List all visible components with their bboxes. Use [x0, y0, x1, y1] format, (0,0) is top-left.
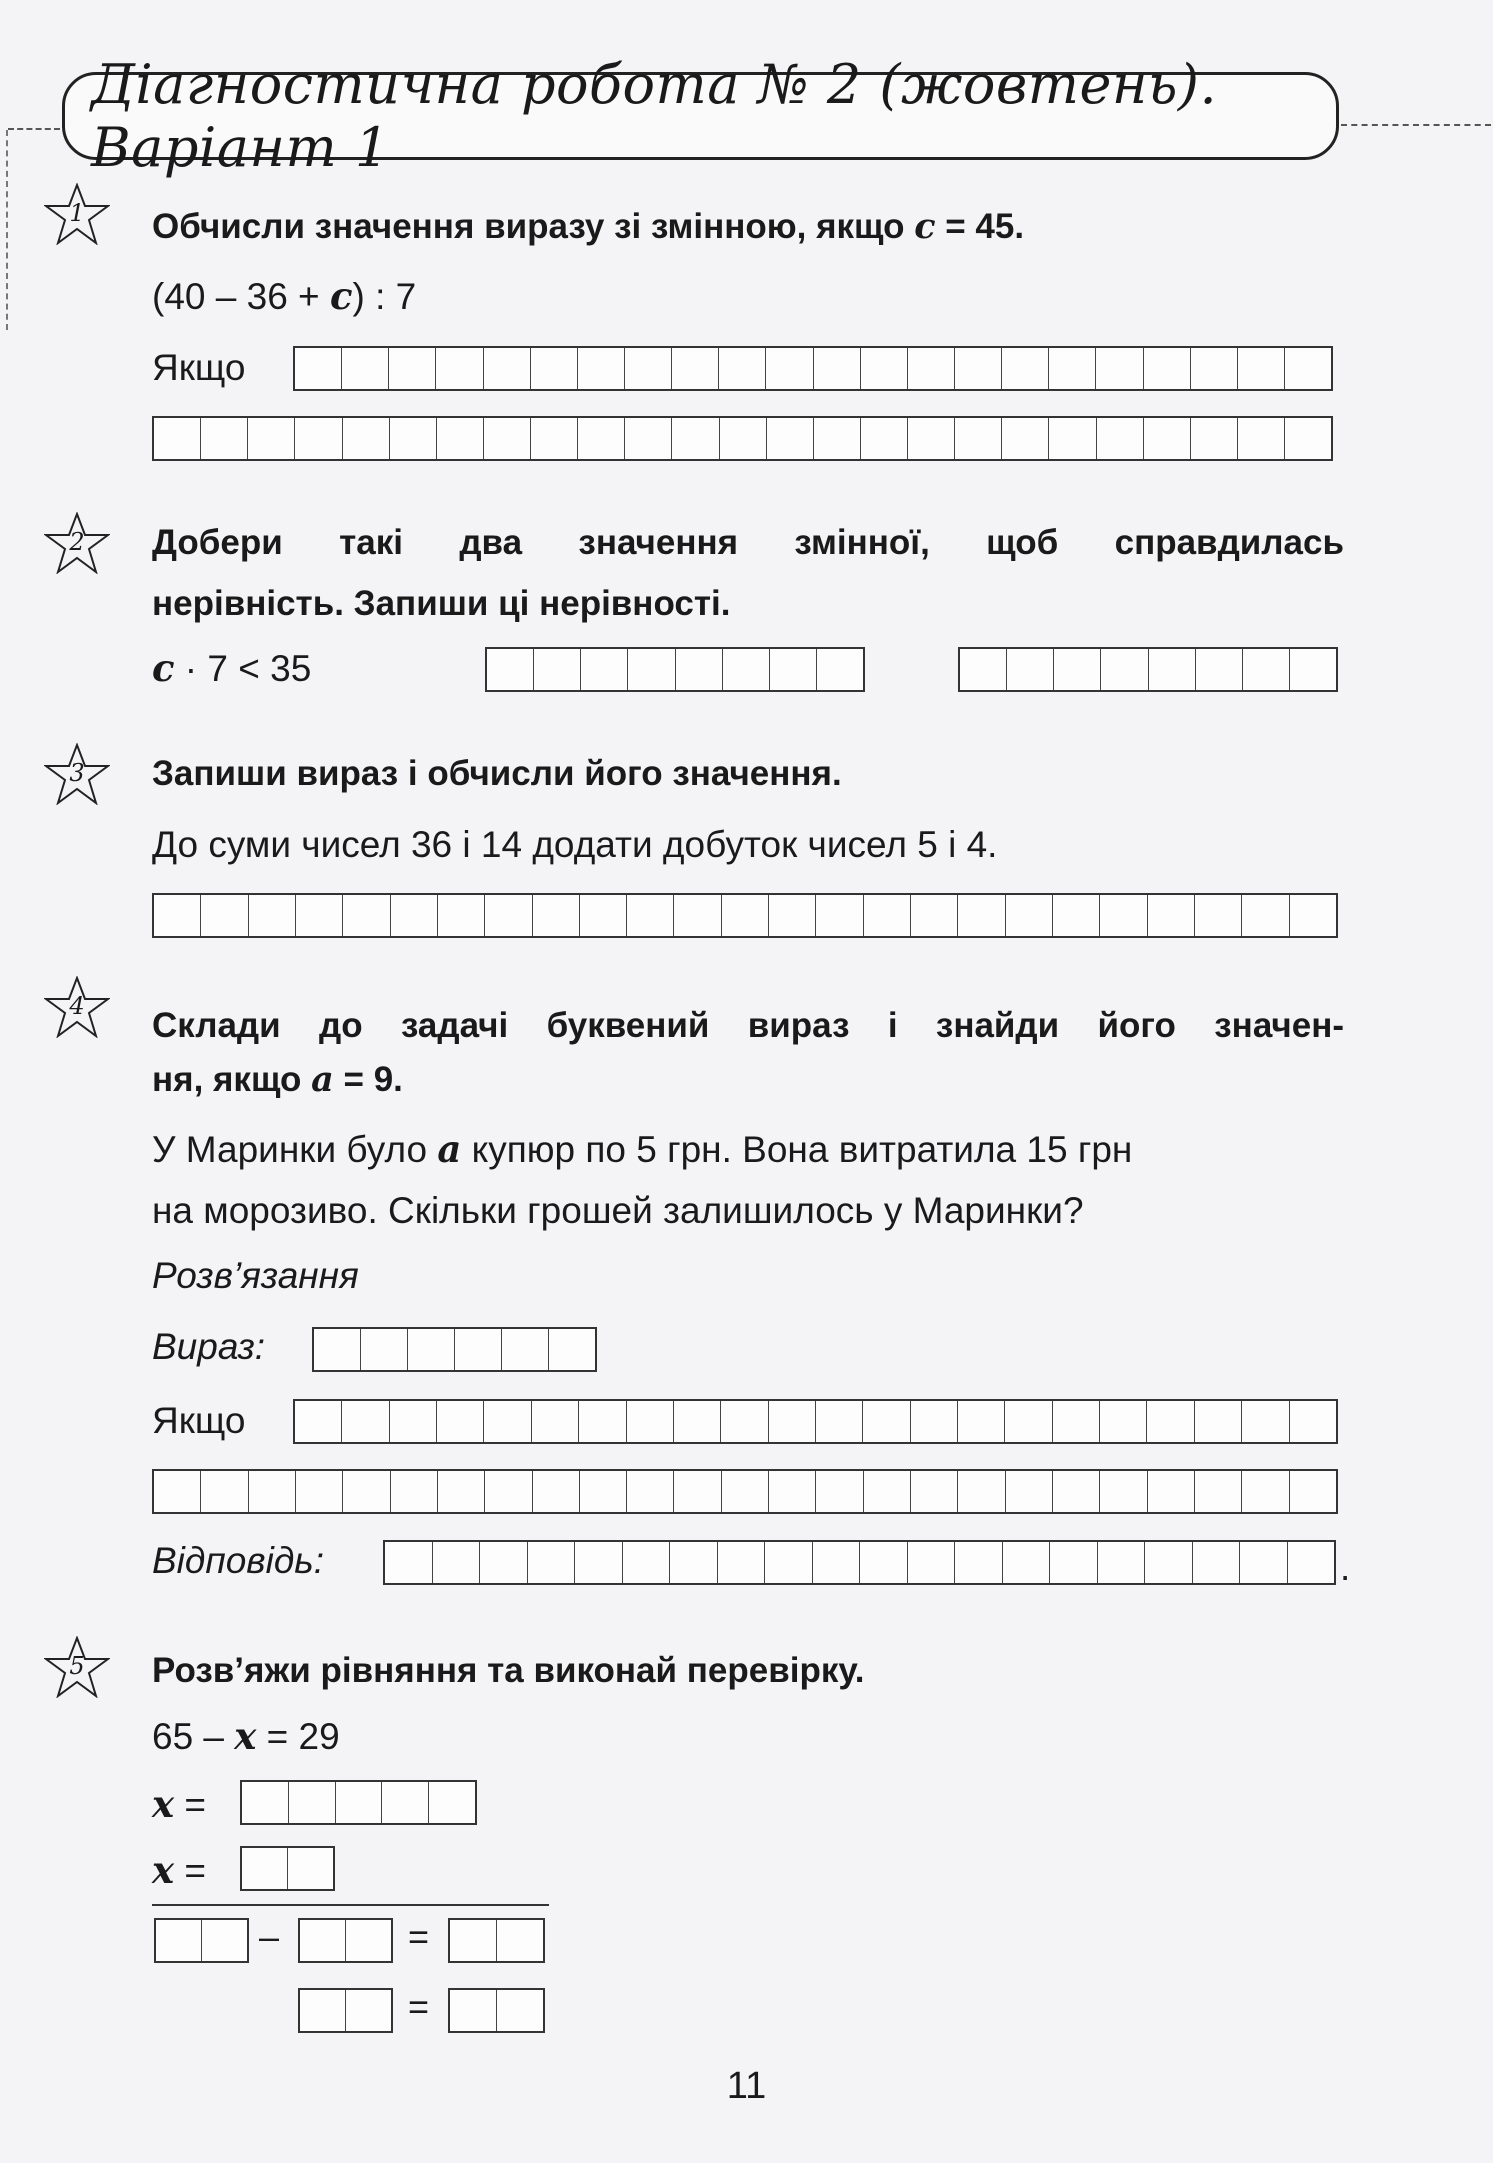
star-icon — [44, 743, 110, 805]
if-label: Якщо — [152, 1400, 246, 1441]
variable-x: x — [152, 1848, 175, 1892]
variable-c: c — [329, 274, 353, 318]
task-2-prompt: Добери такі два значення змінної, щоб справдилась — [152, 523, 1344, 562]
expression-end: ) : 7 — [352, 276, 417, 317]
task-2-inequality — [152, 640, 311, 697]
task-4-prompt: Склади до задачі буквений вираз і знайди його значен- — [152, 1006, 1344, 1045]
x-label — [152, 1776, 206, 1833]
task-1-expression — [152, 268, 416, 325]
star-icon — [44, 512, 110, 574]
equation-end: = 29 — [256, 1716, 340, 1757]
task-number: 2 — [69, 528, 85, 556]
answer-cells[interactable] — [240, 1780, 477, 1825]
variable-c: c — [914, 206, 936, 247]
expression-label: Вираз: — [152, 1326, 266, 1367]
answer-cells[interactable] — [152, 893, 1338, 938]
solution-label: Розв’язання — [152, 1255, 359, 1296]
equals-sign: = — [174, 1784, 206, 1825]
answer-cells[interactable] — [298, 1988, 393, 2033]
prompt-end: = 9. — [333, 1060, 403, 1099]
inequality-rest: · 7 < 35 — [174, 648, 312, 689]
task-5-equation — [152, 1708, 340, 1765]
prompt-start: ня, якщо — [152, 1060, 312, 1099]
story-start: У Маринки було — [152, 1129, 438, 1170]
prompt-end: = 45. — [935, 207, 1025, 246]
task-number: 1 — [69, 199, 85, 227]
answer-label: Відповідь: — [152, 1540, 325, 1581]
answer-cells[interactable] — [293, 346, 1333, 391]
answer-cells[interactable] — [958, 647, 1338, 692]
star-icon — [44, 183, 110, 245]
task-1-prompt — [152, 198, 1024, 256]
star-icon — [44, 1636, 110, 1698]
period: . — [1340, 1547, 1351, 1588]
star-icon — [44, 976, 110, 1038]
answer-cells[interactable] — [293, 1399, 1338, 1444]
variable-x: x — [234, 1714, 257, 1758]
dashed-line — [6, 130, 8, 330]
answer-cells[interactable] — [152, 1469, 1338, 1514]
variable-a: a — [437, 1127, 462, 1171]
expression-start: (40 – 36 + — [152, 276, 330, 317]
x-label — [152, 1842, 206, 1899]
check-divider — [152, 1904, 549, 1906]
task-4-prompt — [152, 1051, 403, 1109]
task-number: 4 — [69, 992, 85, 1020]
answer-cells[interactable] — [240, 1846, 335, 1891]
task-4-story: на морозиво. Скільки грошей залишилось у Маринки? — [152, 1190, 1084, 1231]
equals-sign: = — [174, 1850, 206, 1891]
answer-cells[interactable] — [448, 1918, 545, 1963]
answer-cells[interactable] — [152, 416, 1333, 461]
variable-x: x — [152, 1782, 175, 1826]
task-4-story — [152, 1121, 1132, 1178]
answer-cells[interactable] — [154, 1918, 249, 1963]
task-5-prompt: Розв’яжи рівняння та виконай перевірку. — [152, 1651, 865, 1690]
page-number: 11 — [726, 2065, 767, 2107]
if-label: Якщо — [152, 347, 246, 388]
dashed-line — [8, 128, 60, 130]
answer-cells[interactable] — [383, 1540, 1336, 1585]
dashed-line — [1341, 124, 1491, 126]
page-title: Діагностична робота № 2 (жовтень). Варіант 1 — [62, 72, 1339, 160]
task-3-prompt: Запиши вираз і обчисли його значення. — [152, 754, 842, 793]
task-2-prompt: нерівність. Запиши ці нерівності. — [152, 584, 731, 623]
prompt-text: Обчисли значення виразу зі змінною, якщо — [152, 207, 905, 246]
answer-cells[interactable] — [448, 1988, 545, 2033]
equals-sign: = — [408, 1916, 430, 1957]
minus-sign: – — [259, 1916, 280, 1957]
variable-a: a — [311, 1059, 334, 1100]
answer-cells[interactable] — [312, 1327, 597, 1372]
task-number: 5 — [69, 1652, 85, 1680]
story-end: купюр по 5 грн. Вона витратила 15 грн — [461, 1129, 1133, 1170]
equals-sign: = — [408, 1986, 430, 2027]
answer-cells[interactable] — [298, 1918, 393, 1963]
answer-cells[interactable] — [485, 647, 865, 692]
variable-c: c — [152, 646, 175, 690]
task-3-text: До суми чисел 36 і 14 додати добуток чисел 5 і 4. — [152, 824, 998, 865]
task-number: 3 — [69, 759, 85, 787]
equation-start: 65 – — [152, 1716, 235, 1757]
